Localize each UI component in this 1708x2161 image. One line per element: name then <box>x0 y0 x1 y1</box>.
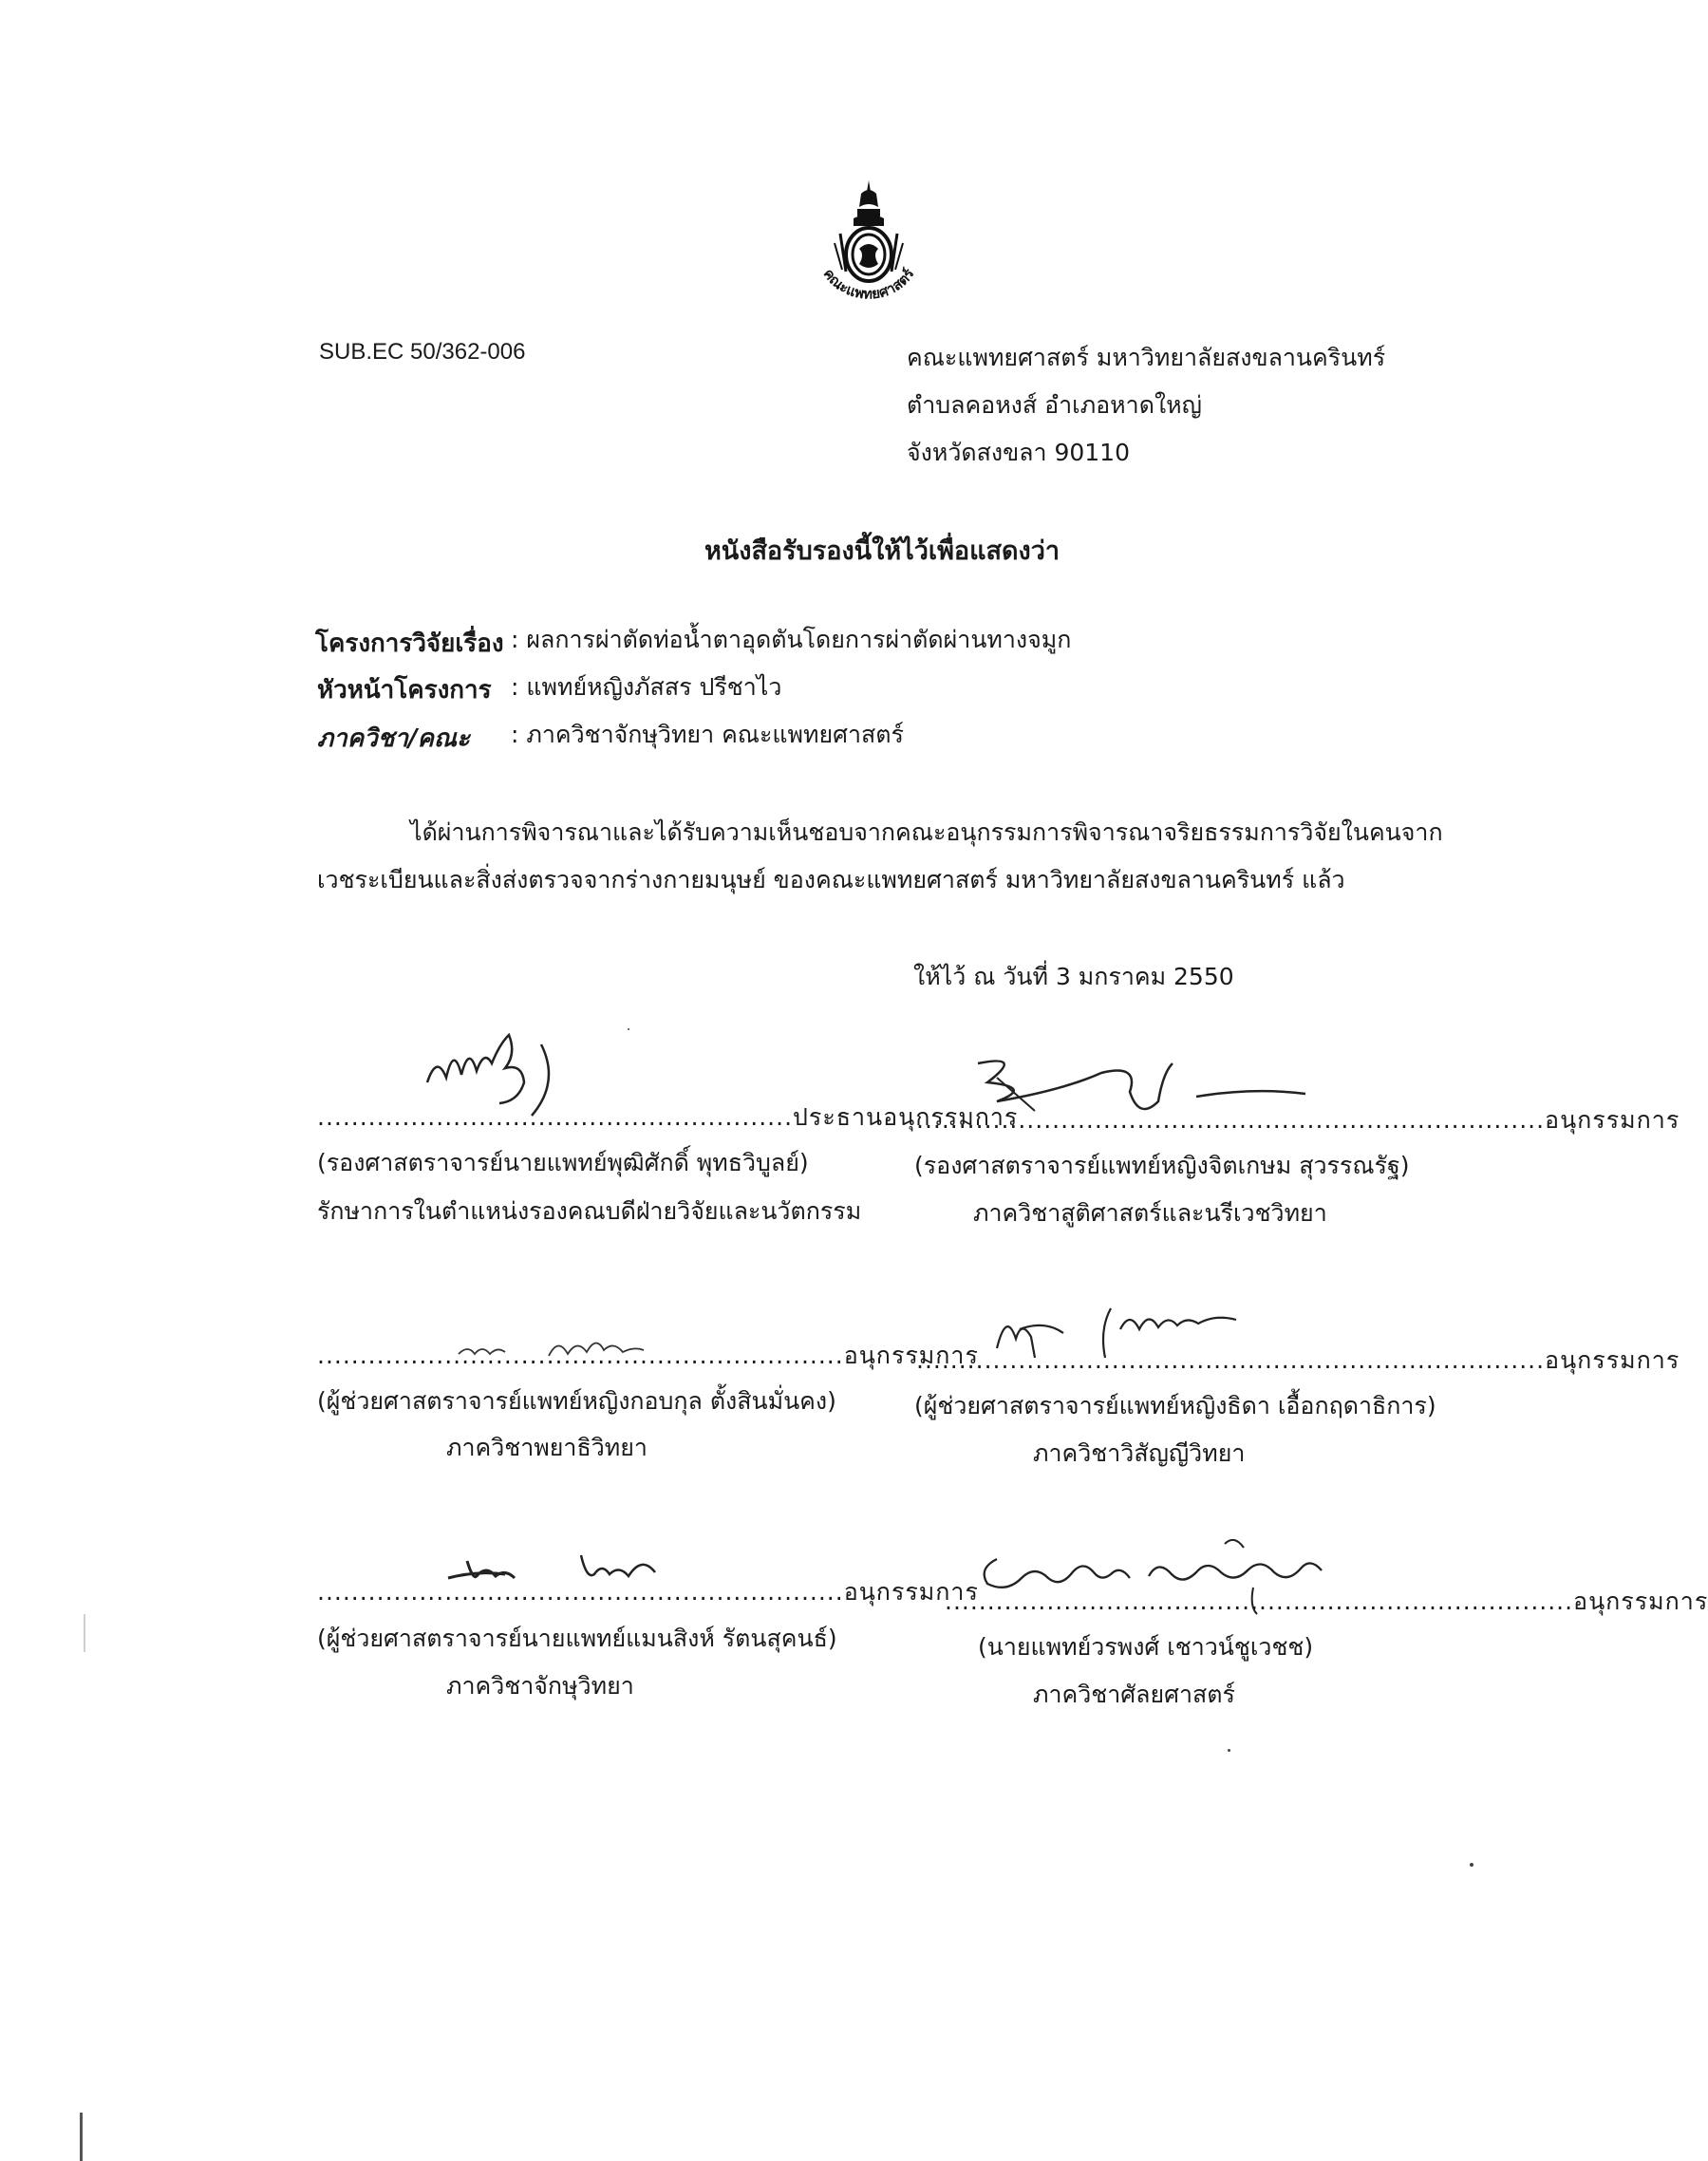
project-dept-label: ภาควิชา/คณะ <box>317 724 470 753</box>
signatory-2-role: ..........................................................................อนุกรรมการ <box>916 1106 1680 1134</box>
scan-speck <box>628 1028 629 1030</box>
project-head-label: หัวหน้าโครงการ <box>317 676 492 705</box>
signatory-3-name: (ผู้ช่วยศาสตราจารย์แพทย์หญิงกอบกุล ตั้งสินมั่นคง) <box>317 1387 836 1415</box>
scan-speck <box>1470 1863 1473 1867</box>
signatory-5-name: (ผู้ช่วยศาสตราจารย์นายแพทย์แมนสิงห์ รัตนสุคนธ์) <box>317 1625 837 1652</box>
project-head-value: : แพทย์หญิงภัสสร ปรีชาไว <box>511 673 782 701</box>
signatory-1-name: (รองศาสตราจารย์นายแพทย์พุฒิศักดิ์ พุทธวิบูลย์) <box>317 1149 809 1176</box>
signatory-2-position: ภาควิชาสูติศาสตร์และนรีเวชวิทยา <box>973 1199 1327 1227</box>
signatory-5-position: ภาควิชาจักษุวิทยา <box>446 1672 634 1700</box>
certificate-title: หนังสือรับรองนี้ให้ไว้เพื่อแสดงว่า <box>704 536 1060 566</box>
signatory-3-role: ..............................................................อนุกรรมการ <box>317 1342 979 1369</box>
signatory-6-name: (นายแพทย์วรพงศ์ เชาวน์ชูเวชช) <box>978 1633 1314 1661</box>
scan-speck <box>1228 1749 1230 1752</box>
project-title-label: โครงการวิจัยเรื่อง <box>315 630 504 658</box>
signatory-4-role: ..........................................................................อนุกรรมการ <box>916 1346 1680 1374</box>
body-line-1: ได้ผ่านการพิจารณาและได้รับความเห็นชอบจากคณะอนุกรรมการพิจารณาจริยธรรมการวิจัยในคนจาก <box>410 818 1443 846</box>
svg-text:คณะแพทยศาสตร์ <box>820 265 918 303</box>
reference-number: SUB.EC 50/362-006 <box>319 339 526 365</box>
signatory-4-position: ภาควิชาวิสัญญีวิทยา <box>1033 1439 1246 1467</box>
address-line-1: คณะแพทยศาสตร์ มหาวิทยาลัยสงขลานครินทร์ <box>907 344 1386 371</box>
signatory-5-role: ..............................................................อนุกรรมการ <box>317 1578 979 1606</box>
scan-edge-mark <box>84 1614 85 1652</box>
address-line-2: ตำบลคอหงส์ อำเภอหาดใหญ่ <box>907 391 1202 419</box>
signatory-4-name: (ผู้ช่วยศาสตราจารย์แพทย์หญิงธิดา เอื้อกฤดาธิการ) <box>914 1392 1436 1419</box>
signatory-6-position: ภาควิชาศัลยศาสตร์ <box>1033 1681 1235 1708</box>
signatory-1-position: รักษาการในตำแหน่งรองคณบดีฝ่ายวิจัยและนวัตกรรม <box>317 1197 862 1225</box>
signatory-3-position: ภาควิชาพยาธิวิทยา <box>446 1434 648 1461</box>
scan-edge-mark <box>80 2113 83 2161</box>
issue-date: ให้ไว้ ณ วันที่ 3 มกราคม 2550 <box>913 963 1234 990</box>
signatory-6-role: ..........................................................................อนุกรรมการ <box>945 1588 1708 1615</box>
signatory-2-name: (รองศาสตราจารย์แพทย์หญิงจิตเกษม สุวรรณรัฐ) <box>914 1152 1410 1179</box>
address-line-3: จังหวัดสงขลา 90110 <box>907 439 1130 466</box>
signatory-1-role: ........................................................ประธานอนุกรรมการ <box>317 1103 1019 1131</box>
project-dept-value: : ภาควิชาจักษุวิทยา คณะแพทยศาสตร์ <box>511 721 904 748</box>
body-line-2: เวชระเบียนและสิ่งส่งตรวจจากร่างกายมนุษย์ ของคณะแพทยศาสตร์ มหาวิทยาลัยสงขลานครินทร์ แล้ว <box>317 866 1345 893</box>
seal-text: คณะแพทยศาสตร์ <box>819 265 918 303</box>
project-title-value: : ผลการผ่าตัดท่อน้ำตาอุดตันโดยการผ่าตัดผ่านทางจมูก <box>511 626 1072 653</box>
faculty-seal-logo <box>802 177 935 319</box>
